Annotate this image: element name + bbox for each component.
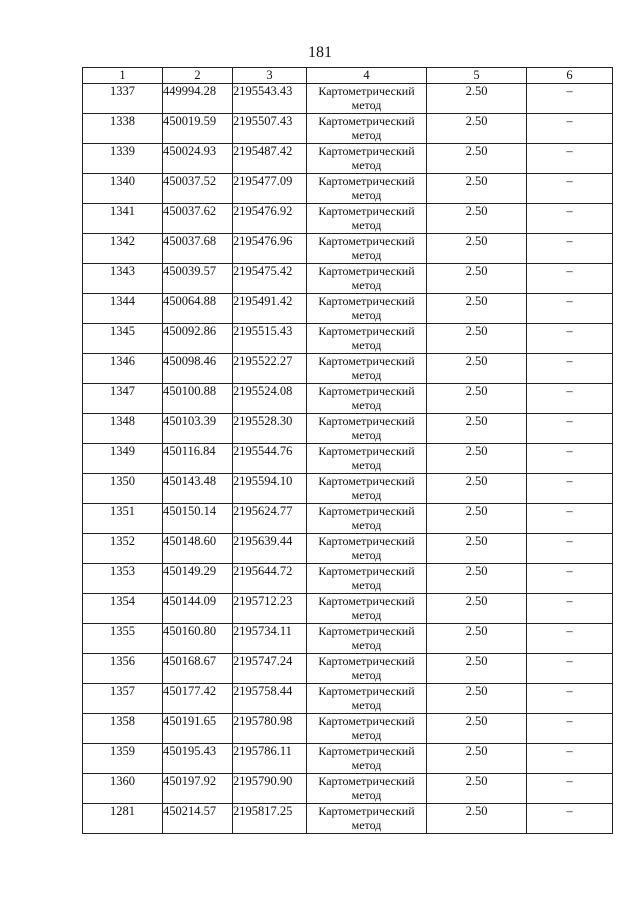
accuracy-cell: 2.50 bbox=[427, 474, 527, 504]
header-row bbox=[83, 68, 613, 84]
table-row bbox=[83, 774, 613, 804]
accuracy-cell: 2.50 bbox=[427, 354, 527, 384]
table-row bbox=[83, 804, 613, 834]
header-cell-x: 2 bbox=[163, 68, 233, 84]
accuracy-cell: 2.50 bbox=[427, 714, 527, 744]
point-number-cell: 1352 bbox=[83, 534, 163, 564]
point-number-cell: 1360 bbox=[83, 774, 163, 804]
method-cell: Картометрический метод bbox=[307, 534, 427, 564]
method-cell: Картометрический метод bbox=[307, 714, 427, 744]
table-row bbox=[83, 714, 613, 744]
x-coordinate-cell: 450168.67 bbox=[163, 654, 233, 684]
y-coordinate-cell: 2195491.42 bbox=[233, 294, 307, 324]
point-number-cell: 1342 bbox=[83, 234, 163, 264]
note-cell: – bbox=[527, 714, 613, 744]
x-coordinate-cell: 450177.42 bbox=[163, 684, 233, 714]
table-row bbox=[83, 204, 613, 234]
method-cell: Картометрический метод bbox=[307, 384, 427, 414]
accuracy-cell: 2.50 bbox=[427, 384, 527, 414]
accuracy-cell: 2.50 bbox=[427, 294, 527, 324]
header-cell-method: 4 bbox=[307, 68, 427, 84]
x-coordinate-cell: 450214.57 bbox=[163, 804, 233, 834]
table-row bbox=[83, 84, 613, 114]
point-number-cell: 1347 bbox=[83, 384, 163, 414]
x-coordinate-cell: 450195.43 bbox=[163, 744, 233, 774]
table-row bbox=[83, 264, 613, 294]
note-cell: – bbox=[527, 684, 613, 714]
accuracy-cell: 2.50 bbox=[427, 774, 527, 804]
y-coordinate-cell: 2195544.76 bbox=[233, 444, 307, 474]
accuracy-cell: 2.50 bbox=[427, 234, 527, 264]
table-row bbox=[83, 144, 613, 174]
table-row bbox=[83, 324, 613, 354]
accuracy-cell: 2.50 bbox=[427, 534, 527, 564]
y-coordinate-cell: 2195507.43 bbox=[233, 114, 307, 144]
method-cell: Картометрический метод bbox=[307, 744, 427, 774]
method-cell: Картометрический метод bbox=[307, 354, 427, 384]
table-row bbox=[83, 654, 613, 684]
method-cell: Картометрический метод bbox=[307, 114, 427, 144]
method-cell: Картометрический метод bbox=[307, 564, 427, 594]
table-row bbox=[83, 234, 613, 264]
y-coordinate-cell: 2195817.25 bbox=[233, 804, 307, 834]
note-cell: – bbox=[527, 444, 613, 474]
point-number-cell: 1340 bbox=[83, 174, 163, 204]
note-cell: – bbox=[527, 354, 613, 384]
x-coordinate-cell: 450037.62 bbox=[163, 204, 233, 234]
point-number-cell: 1337 bbox=[83, 84, 163, 114]
note-cell: – bbox=[527, 324, 613, 354]
note-cell: – bbox=[527, 474, 613, 504]
y-coordinate-cell: 2195476.96 bbox=[233, 234, 307, 264]
table-row bbox=[83, 444, 613, 474]
method-cell: Картометрический метод bbox=[307, 84, 427, 114]
point-number-cell: 1354 bbox=[83, 594, 163, 624]
point-number-cell: 1357 bbox=[83, 684, 163, 714]
method-cell: Картометрический метод bbox=[307, 234, 427, 264]
x-coordinate-cell: 450098.46 bbox=[163, 354, 233, 384]
method-cell: Картометрический метод bbox=[307, 594, 427, 624]
x-coordinate-cell: 450197.92 bbox=[163, 774, 233, 804]
table-row bbox=[83, 564, 613, 594]
x-coordinate-cell: 450037.52 bbox=[163, 174, 233, 204]
y-coordinate-cell: 2195734.11 bbox=[233, 624, 307, 654]
x-coordinate-cell: 449994.28 bbox=[163, 84, 233, 114]
table-row bbox=[83, 354, 613, 384]
x-coordinate-cell: 450150.14 bbox=[163, 504, 233, 534]
y-coordinate-cell: 2195712.23 bbox=[233, 594, 307, 624]
accuracy-cell: 2.50 bbox=[427, 684, 527, 714]
table-row bbox=[83, 474, 613, 504]
table-row bbox=[83, 504, 613, 534]
method-cell: Картометрический метод bbox=[307, 774, 427, 804]
note-cell: – bbox=[527, 654, 613, 684]
table-row bbox=[83, 384, 613, 414]
method-cell: Картометрический метод bbox=[307, 324, 427, 354]
y-coordinate-cell: 2195747.24 bbox=[233, 654, 307, 684]
point-number-cell: 1359 bbox=[83, 744, 163, 774]
accuracy-cell: 2.50 bbox=[427, 414, 527, 444]
method-cell: Картометрический метод bbox=[307, 414, 427, 444]
point-number-cell: 1353 bbox=[83, 564, 163, 594]
y-coordinate-cell: 2195543.43 bbox=[233, 84, 307, 114]
point-number-cell: 1346 bbox=[83, 354, 163, 384]
method-cell: Картометрический метод bbox=[307, 654, 427, 684]
accuracy-cell: 2.50 bbox=[427, 804, 527, 834]
header-cell-note: 6 bbox=[527, 68, 613, 84]
y-coordinate-cell: 2195487.42 bbox=[233, 144, 307, 174]
table-row bbox=[83, 174, 613, 204]
note-cell: – bbox=[527, 84, 613, 114]
table-body bbox=[83, 84, 613, 834]
x-coordinate-cell: 450144.09 bbox=[163, 594, 233, 624]
accuracy-cell: 2.50 bbox=[427, 174, 527, 204]
x-coordinate-cell: 450019.59 bbox=[163, 114, 233, 144]
y-coordinate-cell: 2195624.77 bbox=[233, 504, 307, 534]
y-coordinate-cell: 2195644.72 bbox=[233, 564, 307, 594]
table-row bbox=[83, 294, 613, 324]
point-number-cell: 1338 bbox=[83, 114, 163, 144]
note-cell: – bbox=[527, 594, 613, 624]
y-coordinate-cell: 2195475.42 bbox=[233, 264, 307, 294]
accuracy-cell: 2.50 bbox=[427, 114, 527, 144]
x-coordinate-cell: 450103.39 bbox=[163, 414, 233, 444]
note-cell: – bbox=[527, 564, 613, 594]
point-number-cell: 1348 bbox=[83, 414, 163, 444]
header-cell-y: 3 bbox=[233, 68, 307, 84]
note-cell: – bbox=[527, 144, 613, 174]
x-coordinate-cell: 450160.80 bbox=[163, 624, 233, 654]
x-coordinate-cell: 450143.48 bbox=[163, 474, 233, 504]
x-coordinate-cell: 450100.88 bbox=[163, 384, 233, 414]
table-row bbox=[83, 534, 613, 564]
header-cell-accuracy: 5 bbox=[427, 68, 527, 84]
page-number: 181 bbox=[308, 44, 332, 61]
method-cell: Картометрический метод bbox=[307, 264, 427, 294]
x-coordinate-cell: 450024.93 bbox=[163, 144, 233, 174]
table-row bbox=[83, 114, 613, 144]
x-coordinate-cell: 450191.65 bbox=[163, 714, 233, 744]
note-cell: – bbox=[527, 384, 613, 414]
y-coordinate-cell: 2195476.92 bbox=[233, 204, 307, 234]
note-cell: – bbox=[527, 504, 613, 534]
accuracy-cell: 2.50 bbox=[427, 204, 527, 234]
point-number-cell: 1345 bbox=[83, 324, 163, 354]
note-cell: – bbox=[527, 624, 613, 654]
point-number-cell: 1350 bbox=[83, 474, 163, 504]
x-coordinate-cell: 450064.88 bbox=[163, 294, 233, 324]
method-cell: Картометрический метод bbox=[307, 804, 427, 834]
table-row bbox=[83, 594, 613, 624]
note-cell: – bbox=[527, 114, 613, 144]
accuracy-cell: 2.50 bbox=[427, 444, 527, 474]
header-cell-point-number: 1 bbox=[83, 68, 163, 84]
accuracy-cell: 2.50 bbox=[427, 324, 527, 354]
note-cell: – bbox=[527, 774, 613, 804]
method-cell: Картометрический метод bbox=[307, 624, 427, 654]
accuracy-cell: 2.50 bbox=[427, 744, 527, 774]
point-number-cell: 1281 bbox=[83, 804, 163, 834]
method-cell: Картометрический метод bbox=[307, 684, 427, 714]
method-cell: Картометрический метод bbox=[307, 174, 427, 204]
point-number-cell: 1358 bbox=[83, 714, 163, 744]
y-coordinate-cell: 2195780.98 bbox=[233, 714, 307, 744]
y-coordinate-cell: 2195758.44 bbox=[233, 684, 307, 714]
accuracy-cell: 2.50 bbox=[427, 624, 527, 654]
point-number-cell: 1355 bbox=[83, 624, 163, 654]
y-coordinate-cell: 2195524.08 bbox=[233, 384, 307, 414]
note-cell: – bbox=[527, 534, 613, 564]
x-coordinate-cell: 450092.86 bbox=[163, 324, 233, 354]
accuracy-cell: 2.50 bbox=[427, 84, 527, 114]
point-number-cell: 1339 bbox=[83, 144, 163, 174]
point-number-cell: 1343 bbox=[83, 264, 163, 294]
point-number-cell: 1351 bbox=[83, 504, 163, 534]
x-coordinate-cell: 450116.84 bbox=[163, 444, 233, 474]
accuracy-cell: 2.50 bbox=[427, 264, 527, 294]
point-number-cell: 1349 bbox=[83, 444, 163, 474]
accuracy-cell: 2.50 bbox=[427, 564, 527, 594]
accuracy-cell: 2.50 bbox=[427, 654, 527, 684]
method-cell: Картометрический метод bbox=[307, 294, 427, 324]
note-cell: – bbox=[527, 804, 613, 834]
method-cell: Картометрический метод bbox=[307, 504, 427, 534]
point-number-cell: 1356 bbox=[83, 654, 163, 684]
method-cell: Картометрический метод bbox=[307, 144, 427, 174]
note-cell: – bbox=[527, 204, 613, 234]
y-coordinate-cell: 2195522.27 bbox=[233, 354, 307, 384]
x-coordinate-cell: 450039.57 bbox=[163, 264, 233, 294]
method-cell: Картометрический метод bbox=[307, 204, 427, 234]
table-row bbox=[83, 414, 613, 444]
table-header bbox=[83, 68, 613, 84]
y-coordinate-cell: 2195786.11 bbox=[233, 744, 307, 774]
table-row bbox=[83, 744, 613, 774]
x-coordinate-cell: 450148.60 bbox=[163, 534, 233, 564]
coordinates-table bbox=[82, 67, 613, 834]
accuracy-cell: 2.50 bbox=[427, 504, 527, 534]
x-coordinate-cell: 450149.29 bbox=[163, 564, 233, 594]
x-coordinate-cell: 450037.68 bbox=[163, 234, 233, 264]
note-cell: – bbox=[527, 744, 613, 774]
y-coordinate-cell: 2195528.30 bbox=[233, 414, 307, 444]
point-number-cell: 1341 bbox=[83, 204, 163, 234]
note-cell: – bbox=[527, 264, 613, 294]
y-coordinate-cell: 2195639.44 bbox=[233, 534, 307, 564]
method-cell: Картометрический метод bbox=[307, 444, 427, 474]
point-number-cell: 1344 bbox=[83, 294, 163, 324]
y-coordinate-cell: 2195594.10 bbox=[233, 474, 307, 504]
note-cell: – bbox=[527, 294, 613, 324]
table-row bbox=[83, 684, 613, 714]
note-cell: – bbox=[527, 414, 613, 444]
y-coordinate-cell: 2195790.90 bbox=[233, 774, 307, 804]
method-cell: Картометрический метод bbox=[307, 474, 427, 504]
accuracy-cell: 2.50 bbox=[427, 594, 527, 624]
y-coordinate-cell: 2195477.09 bbox=[233, 174, 307, 204]
y-coordinate-cell: 2195515.43 bbox=[233, 324, 307, 354]
accuracy-cell: 2.50 bbox=[427, 144, 527, 174]
note-cell: – bbox=[527, 174, 613, 204]
note-cell: – bbox=[527, 234, 613, 264]
table-row bbox=[83, 624, 613, 654]
